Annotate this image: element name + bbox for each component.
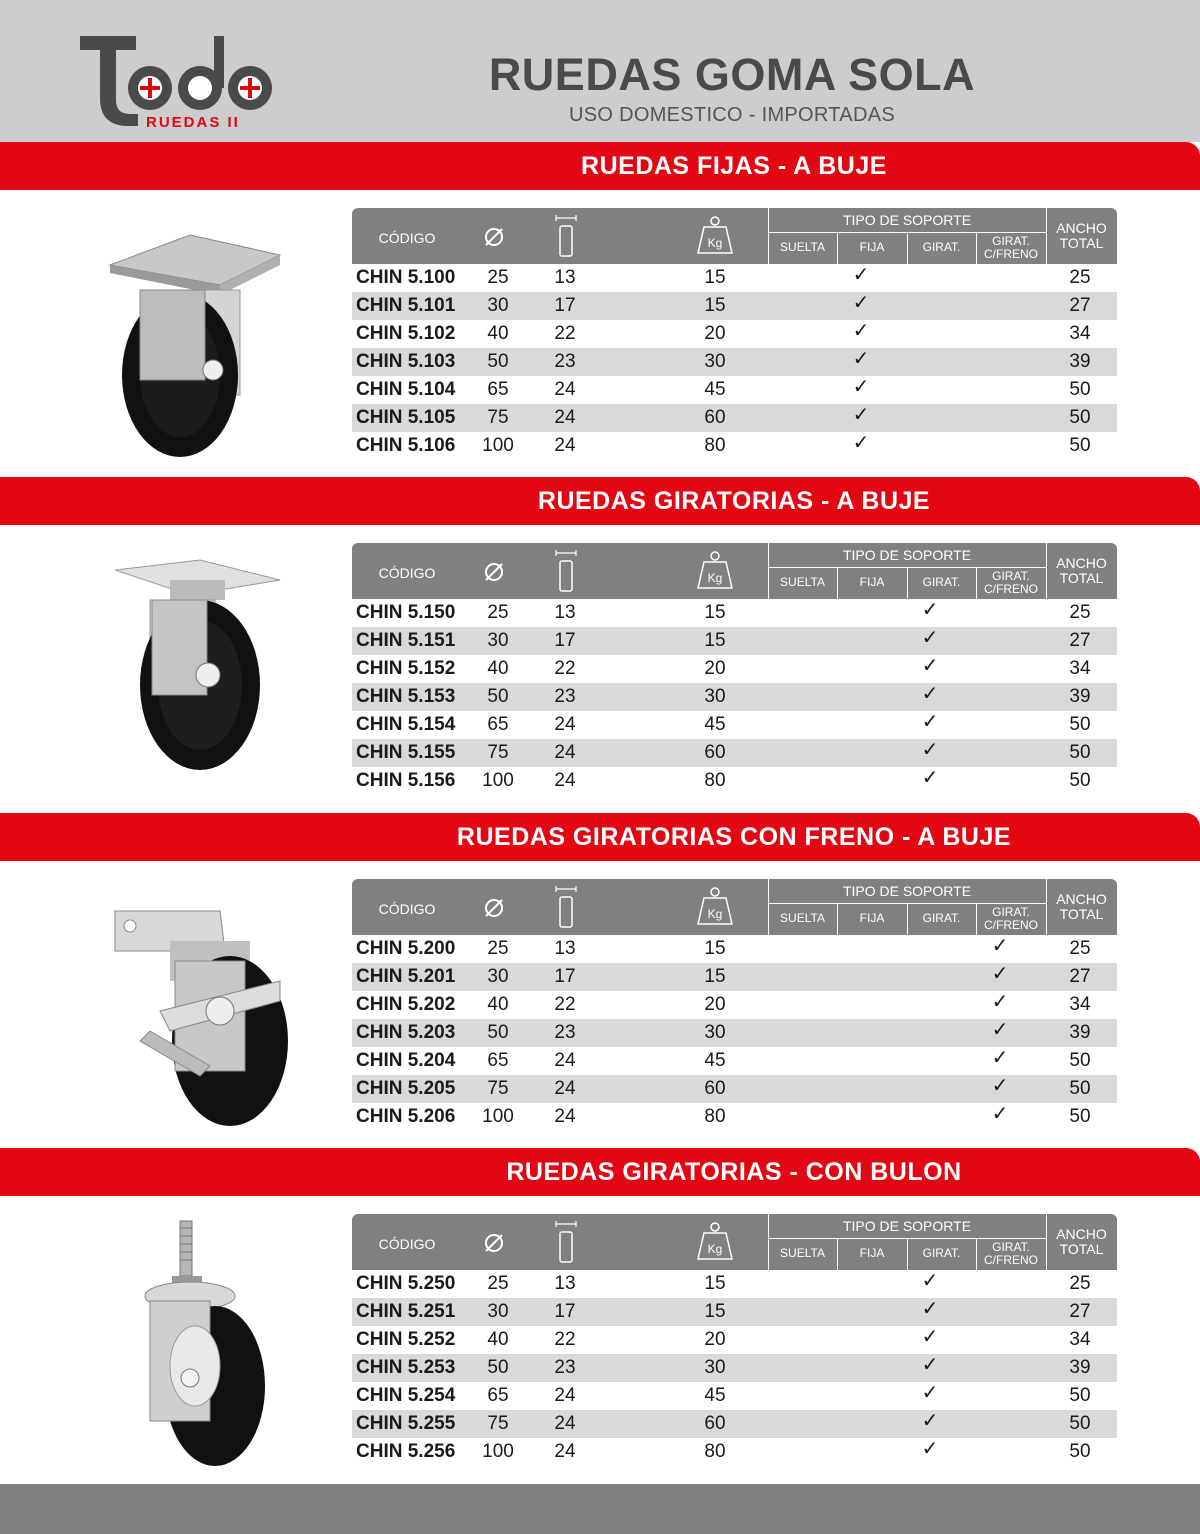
diameter-icon <box>483 561 505 583</box>
product-code: CHIN 5.200 <box>356 938 456 959</box>
suelta-header: SUELTA <box>780 911 825 925</box>
support-check-icon: ✓ <box>852 264 870 286</box>
page-footer <box>0 1484 1200 1534</box>
swivel-caster-image <box>80 545 310 795</box>
wheel-width-icon <box>554 1218 578 1264</box>
load-kg-value: 15 <box>704 938 726 959</box>
section-banner <box>0 1148 1200 1196</box>
table-row <box>352 292 1117 320</box>
suelta-header: SUELTA <box>780 1246 825 1260</box>
table-row <box>352 1270 1117 1298</box>
product-code: CHIN 5.100 <box>356 267 456 288</box>
total-header: TOTAL <box>1059 1241 1104 1257</box>
table-header <box>352 208 1117 264</box>
support-check-icon: ✓ <box>921 1410 939 1432</box>
load-kg-value: 30 <box>704 686 726 707</box>
support-check-icon: ✓ <box>921 1298 939 1320</box>
weight-kg-icon <box>695 1220 735 1262</box>
load-kg-value: 30 <box>704 351 726 372</box>
width-value: 24 <box>554 1441 576 1462</box>
diameter-icon <box>483 1232 505 1254</box>
svg-text:Kg: Kg <box>707 1242 723 1256</box>
total-width-value: 34 <box>1069 1329 1091 1350</box>
load-kg-value: 30 <box>704 1022 726 1043</box>
girat-freno-header: GIRAT. <box>992 1240 1030 1254</box>
table-row <box>352 348 1117 376</box>
table-row <box>352 404 1117 432</box>
load-kg-value: 30 <box>704 1357 726 1378</box>
diameter-value: 50 <box>487 351 509 372</box>
load-kg-value: 20 <box>704 658 726 679</box>
girat-header: GIRAT. <box>922 575 961 589</box>
product-code: CHIN 5.156 <box>356 770 456 791</box>
width-value: 24 <box>554 1413 576 1434</box>
total-width-value: 39 <box>1069 1022 1091 1043</box>
total-width-value: 34 <box>1069 323 1091 344</box>
svg-text:Kg: Kg <box>707 236 723 250</box>
table-row <box>352 627 1117 655</box>
diameter-value: 65 <box>487 1050 509 1071</box>
page-title: RUEDAS GOMA SOLA <box>488 49 976 100</box>
table-row <box>352 1382 1117 1410</box>
table-row <box>352 599 1117 627</box>
total-width-value: 34 <box>1069 658 1091 679</box>
diameter-value: 25 <box>487 602 509 623</box>
width-value: 24 <box>554 379 576 400</box>
width-value: 22 <box>554 323 576 344</box>
product-code: CHIN 5.203 <box>356 1022 456 1043</box>
diameter-value: 75 <box>487 1078 509 1099</box>
table-header <box>352 879 1117 935</box>
total-width-value: 50 <box>1069 1106 1091 1127</box>
product-code: CHIN 5.151 <box>356 630 456 651</box>
support-check-icon: ✓ <box>921 1326 939 1348</box>
support-check-icon: ✓ <box>852 320 870 342</box>
diameter-value: 50 <box>487 1357 509 1378</box>
width-value: 22 <box>554 994 576 1015</box>
product-table <box>352 935 1117 1131</box>
diameter-value: 40 <box>487 1329 509 1350</box>
table-row <box>352 1354 1117 1382</box>
width-value: 22 <box>554 1329 576 1350</box>
diameter-value: 30 <box>487 295 509 316</box>
support-check-icon: ✓ <box>921 627 939 649</box>
width-value: 13 <box>554 1273 576 1294</box>
total-width-value: 27 <box>1069 966 1091 987</box>
table-row <box>352 1410 1117 1438</box>
diameter-value: 30 <box>487 630 509 651</box>
load-kg-value: 45 <box>704 714 726 735</box>
product-code: CHIN 5.205 <box>356 1078 456 1099</box>
code-header: CÓDIGO <box>378 901 436 917</box>
girat-header: GIRAT. <box>922 911 961 925</box>
load-kg-value: 60 <box>704 1413 726 1434</box>
table-row <box>352 767 1117 795</box>
girat-freno-header-2: C/FRENO <box>984 247 1038 261</box>
table-row <box>352 935 1117 963</box>
table-row <box>352 1047 1117 1075</box>
table-row <box>352 376 1117 404</box>
total-width-value: 50 <box>1069 1441 1091 1462</box>
diameter-value: 30 <box>487 966 509 987</box>
width-value: 17 <box>554 295 576 316</box>
total-header: TOTAL <box>1059 906 1104 922</box>
load-kg-value: 45 <box>704 1050 726 1071</box>
support-check-icon: ✓ <box>991 1075 1009 1097</box>
girat-header: GIRAT. <box>922 240 961 254</box>
support-check-icon: ✓ <box>852 432 870 454</box>
product-code: CHIN 5.250 <box>356 1273 456 1294</box>
weight-kg-icon <box>695 214 735 256</box>
total-width-value: 50 <box>1069 407 1091 428</box>
diameter-value: 65 <box>487 714 509 735</box>
product-table <box>352 264 1117 460</box>
total-width-value: 50 <box>1069 1078 1091 1099</box>
support-check-icon: ✓ <box>991 1047 1009 1069</box>
swivel-brake-caster-image <box>80 881 310 1131</box>
fija-header: FIJA <box>859 1246 885 1260</box>
svg-text:RUEDAS II: RUEDAS II <box>146 114 240 130</box>
total-width-value: 50 <box>1069 435 1091 456</box>
load-kg-value: 45 <box>704 379 726 400</box>
total-width-value: 50 <box>1069 1413 1091 1434</box>
total-width-value: 25 <box>1069 267 1091 288</box>
width-value: 13 <box>554 602 576 623</box>
product-table <box>352 1270 1117 1466</box>
product-code: CHIN 5.103 <box>356 351 456 372</box>
table-row <box>352 683 1117 711</box>
product-code: CHIN 5.204 <box>356 1050 456 1071</box>
total-width-value: 50 <box>1069 742 1091 763</box>
table-row <box>352 1103 1117 1131</box>
wheel-width-icon <box>554 883 578 929</box>
total-width-value: 50 <box>1069 770 1091 791</box>
support-type-header: TIPO DE SOPORTE <box>842 212 972 228</box>
section-title: RUEDAS GIRATORIAS - A BUJE <box>537 487 931 515</box>
fija-header: FIJA <box>859 240 885 254</box>
section-banner <box>0 477 1200 525</box>
product-section <box>0 142 1200 478</box>
load-kg-value: 80 <box>704 1106 726 1127</box>
support-check-icon: ✓ <box>921 1382 939 1404</box>
product-table <box>352 599 1117 795</box>
product-code: CHIN 5.102 <box>356 323 456 344</box>
total-header: TOTAL <box>1059 235 1104 251</box>
support-check-icon: ✓ <box>852 404 870 426</box>
fixed-caster-image <box>80 210 310 460</box>
width-value: 24 <box>554 1385 576 1406</box>
width-value: 13 <box>554 938 576 959</box>
product-code: CHIN 5.105 <box>356 407 456 428</box>
code-header: CÓDIGO <box>378 230 436 246</box>
load-kg-value: 15 <box>704 966 726 987</box>
product-code: CHIN 5.206 <box>356 1106 456 1127</box>
diameter-icon <box>483 226 505 248</box>
diameter-value: 50 <box>487 686 509 707</box>
product-code: CHIN 5.153 <box>356 686 456 707</box>
diameter-icon <box>483 897 505 919</box>
width-value: 23 <box>554 686 576 707</box>
total-header: TOTAL <box>1059 570 1104 586</box>
svg-text:Kg: Kg <box>707 907 723 921</box>
support-check-icon: ✓ <box>921 1438 939 1460</box>
support-check-icon: ✓ <box>991 1019 1009 1041</box>
section-title: RUEDAS GIRATORIAS - CON BULON <box>506 1158 962 1186</box>
product-section <box>0 813 1200 1149</box>
width-value: 22 <box>554 658 576 679</box>
support-check-icon: ✓ <box>921 739 939 761</box>
support-check-icon: ✓ <box>921 1354 939 1376</box>
section-banner <box>0 813 1200 861</box>
diameter-value: 40 <box>487 658 509 679</box>
width-value: 23 <box>554 351 576 372</box>
product-code: CHIN 5.155 <box>356 742 456 763</box>
page-subtitle: USO DOMESTICO - IMPORTADAS <box>569 104 895 126</box>
diameter-value: 75 <box>487 742 509 763</box>
total-width-value: 50 <box>1069 714 1091 735</box>
table-row <box>352 1438 1117 1466</box>
support-check-icon: ✓ <box>852 348 870 370</box>
width-value: 24 <box>554 1050 576 1071</box>
suelta-header: SUELTA <box>780 240 825 254</box>
diameter-value: 100 <box>482 770 514 791</box>
product-code: CHIN 5.202 <box>356 994 456 1015</box>
diameter-value: 25 <box>487 938 509 959</box>
width-value: 24 <box>554 742 576 763</box>
load-kg-value: 15 <box>704 1301 726 1322</box>
load-kg-value: 80 <box>704 1441 726 1462</box>
product-code: CHIN 5.106 <box>356 435 456 456</box>
load-kg-value: 15 <box>704 267 726 288</box>
girat-freno-header-2: C/FRENO <box>984 918 1038 932</box>
diameter-value: 65 <box>487 379 509 400</box>
width-value: 17 <box>554 1301 576 1322</box>
product-code: CHIN 5.251 <box>356 1301 456 1322</box>
product-code: CHIN 5.256 <box>356 1441 456 1462</box>
table-header <box>352 1214 1117 1270</box>
support-check-icon: ✓ <box>921 767 939 789</box>
table-row <box>352 320 1117 348</box>
load-kg-value: 20 <box>704 323 726 344</box>
product-code: CHIN 5.201 <box>356 966 456 987</box>
support-check-icon: ✓ <box>852 292 870 314</box>
support-check-icon: ✓ <box>852 376 870 398</box>
table-row <box>352 1298 1117 1326</box>
load-kg-value: 15 <box>704 602 726 623</box>
support-type-header: TIPO DE SOPORTE <box>842 883 972 899</box>
support-type-header: TIPO DE SOPORTE <box>842 1218 972 1234</box>
weight-kg-icon <box>695 549 735 591</box>
total-width-value: 39 <box>1069 686 1091 707</box>
width-value: 24 <box>554 714 576 735</box>
width-value: 17 <box>554 630 576 651</box>
code-header: CÓDIGO <box>378 1236 436 1252</box>
code-header: CÓDIGO <box>378 565 436 581</box>
girat-freno-header: GIRAT. <box>992 569 1030 583</box>
table-row <box>352 1326 1117 1354</box>
support-type-header: TIPO DE SOPORTE <box>842 547 972 563</box>
product-code: CHIN 5.252 <box>356 1329 456 1350</box>
girat-freno-header-2: C/FRENO <box>984 582 1038 596</box>
total-width-value: 25 <box>1069 1273 1091 1294</box>
load-kg-value: 60 <box>704 407 726 428</box>
diameter-value: 100 <box>482 1441 514 1462</box>
load-kg-value: 20 <box>704 1329 726 1350</box>
product-code: CHIN 5.255 <box>356 1413 456 1434</box>
diameter-value: 30 <box>487 1301 509 1322</box>
product-code: CHIN 5.154 <box>356 714 456 735</box>
section-banner <box>0 142 1200 190</box>
load-kg-value: 15 <box>704 295 726 316</box>
load-kg-value: 80 <box>704 770 726 791</box>
diameter-value: 100 <box>482 435 514 456</box>
width-value: 24 <box>554 435 576 456</box>
girat-freno-header-2: C/FRENO <box>984 1253 1038 1267</box>
diameter-value: 75 <box>487 1413 509 1434</box>
ancho-header: ANCHO <box>1056 220 1107 236</box>
page-header <box>0 0 1200 142</box>
diameter-value: 25 <box>487 1273 509 1294</box>
support-check-icon: ✓ <box>921 711 939 733</box>
load-kg-value: 15 <box>704 1273 726 1294</box>
table-row <box>352 739 1117 767</box>
diameter-value: 25 <box>487 267 509 288</box>
diameter-value: 50 <box>487 1022 509 1043</box>
support-check-icon: ✓ <box>921 599 939 621</box>
table-header <box>352 543 1117 599</box>
total-width-value: 50 <box>1069 379 1091 400</box>
load-kg-value: 45 <box>704 1385 726 1406</box>
table-row <box>352 711 1117 739</box>
product-code: CHIN 5.254 <box>356 1385 456 1406</box>
product-code: CHIN 5.104 <box>356 379 456 400</box>
threaded-stem-caster-image <box>80 1216 310 1466</box>
load-kg-value: 60 <box>704 742 726 763</box>
total-width-value: 25 <box>1069 938 1091 959</box>
product-code: CHIN 5.253 <box>356 1357 456 1378</box>
total-width-value: 50 <box>1069 1050 1091 1071</box>
support-check-icon: ✓ <box>991 935 1009 957</box>
fija-header: FIJA <box>859 911 885 925</box>
section-title: RUEDAS FIJAS - A BUJE <box>581 152 887 180</box>
girat-freno-header: GIRAT. <box>992 234 1030 248</box>
table-row <box>352 991 1117 1019</box>
fija-header: FIJA <box>859 575 885 589</box>
girat-header: GIRAT. <box>922 1246 961 1260</box>
table-row <box>352 1019 1117 1047</box>
total-width-value: 27 <box>1069 295 1091 316</box>
width-value: 23 <box>554 1022 576 1043</box>
diameter-value: 40 <box>487 323 509 344</box>
girat-freno-header: GIRAT. <box>992 905 1030 919</box>
total-width-value: 50 <box>1069 1385 1091 1406</box>
load-kg-value: 15 <box>704 630 726 651</box>
section-title: RUEDAS GIRATORIAS CON FRENO - A BUJE <box>456 823 1012 851</box>
ancho-header: ANCHO <box>1056 891 1107 907</box>
diameter-value: 65 <box>487 1385 509 1406</box>
wheel-width-icon <box>554 547 578 593</box>
product-section <box>0 1148 1200 1484</box>
load-kg-value: 60 <box>704 1078 726 1099</box>
wheel-width-icon <box>554 212 578 258</box>
width-value: 24 <box>554 1078 576 1099</box>
total-width-value: 39 <box>1069 351 1091 372</box>
ancho-header: ANCHO <box>1056 555 1107 571</box>
support-check-icon: ✓ <box>921 655 939 677</box>
weight-kg-icon <box>695 885 735 927</box>
table-row <box>352 655 1117 683</box>
diameter-value: 75 <box>487 407 509 428</box>
table-row <box>352 1075 1117 1103</box>
width-value: 24 <box>554 407 576 428</box>
total-width-value: 27 <box>1069 1301 1091 1322</box>
support-check-icon: ✓ <box>921 683 939 705</box>
ancho-header: ANCHO <box>1056 1226 1107 1242</box>
support-check-icon: ✓ <box>991 963 1009 985</box>
suelta-header: SUELTA <box>780 575 825 589</box>
width-value: 13 <box>554 267 576 288</box>
table-row <box>352 432 1117 460</box>
table-row <box>352 963 1117 991</box>
total-width-value: 25 <box>1069 602 1091 623</box>
total-width-value: 39 <box>1069 1357 1091 1378</box>
product-code: CHIN 5.152 <box>356 658 456 679</box>
product-section <box>0 477 1200 813</box>
svg-text:Kg: Kg <box>707 571 723 585</box>
product-code: CHIN 5.101 <box>356 295 456 316</box>
load-kg-value: 20 <box>704 994 726 1015</box>
load-kg-value: 80 <box>704 435 726 456</box>
support-check-icon: ✓ <box>991 991 1009 1013</box>
product-code: CHIN 5.150 <box>356 602 456 623</box>
width-value: 23 <box>554 1357 576 1378</box>
support-check-icon: ✓ <box>991 1103 1009 1125</box>
width-value: 24 <box>554 1106 576 1127</box>
diameter-value: 100 <box>482 1106 514 1127</box>
table-row <box>352 264 1117 292</box>
total-width-value: 27 <box>1069 630 1091 651</box>
diameter-value: 40 <box>487 994 509 1015</box>
support-check-icon: ✓ <box>921 1270 939 1292</box>
total-width-value: 34 <box>1069 994 1091 1015</box>
width-value: 24 <box>554 770 576 791</box>
todo-ruedas-logo <box>78 30 288 130</box>
width-value: 17 <box>554 966 576 987</box>
